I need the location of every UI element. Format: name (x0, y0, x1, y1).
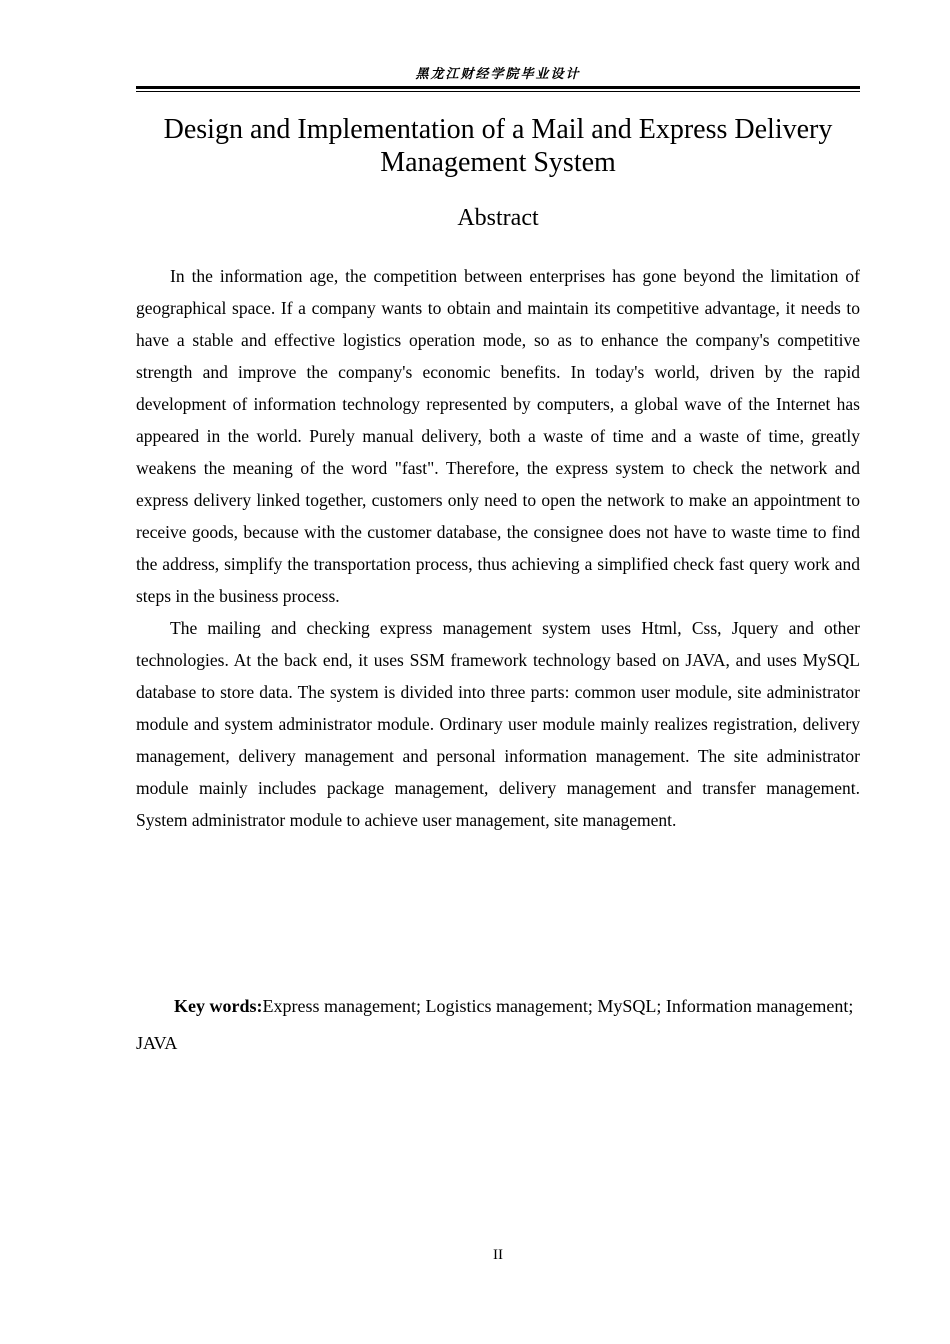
abstract-paragraph-2: The mailing and checking express management system uses Html, Css, Jquery and other technologies. At the back end, it uses SSM framework technology based on JAVA, and uses MySQL database to store data. The system is divided into three parts: common user module, site administrator module and system administrator module. Ordinary user module mainly realizes registration, delivery management, delivery management and personal information management. The site administrator module mainly includes package management, delivery management and transfer management. System administrator module to achieve user management, site management. (136, 618, 860, 830)
abstract-paragraph-1: In the information age, the competition between enterprises has gone beyond the limitation of geographical space. If a company wants to obtain and maintain its competitive advantage, it needs to have a stable and effective logistics operation mode, so as to enhance the company's competitive strength and improve the company's economic benefits. In today's world, driven by the rapid development of information technology represented by computers, a global wave of the Internet has appeared in the world. Purely manual delivery, both a waste of time and a waste of time, greatly weakens the meaning of the word "fast". Therefore, the express system to check the network and express delivery linked together, customers only need to open the network to make an appointment to receive goods, because with the customer database, the consignee does not have to waste time to find the address, simplify the transportation process, thus achieving a simplified check fast query work and steps in the business process. (136, 266, 860, 606)
page-number: II (493, 1247, 503, 1263)
abstract-heading: Abstract (457, 205, 539, 231)
header-rule-thick (136, 86, 860, 89)
keywords-text: Express management; Logistics management; MySQL; Information management; JAVA (136, 996, 854, 1053)
keywords (136, 988, 860, 1062)
abstract-body (136, 260, 860, 836)
running-header: 黑龙江财经学院毕业设计 (415, 67, 581, 82)
header-rule-thin (136, 91, 860, 92)
document-title: Design and Implementation of a Mail and Express Delivery Management System (163, 114, 833, 178)
keywords-label: Key words: (174, 996, 263, 1016)
